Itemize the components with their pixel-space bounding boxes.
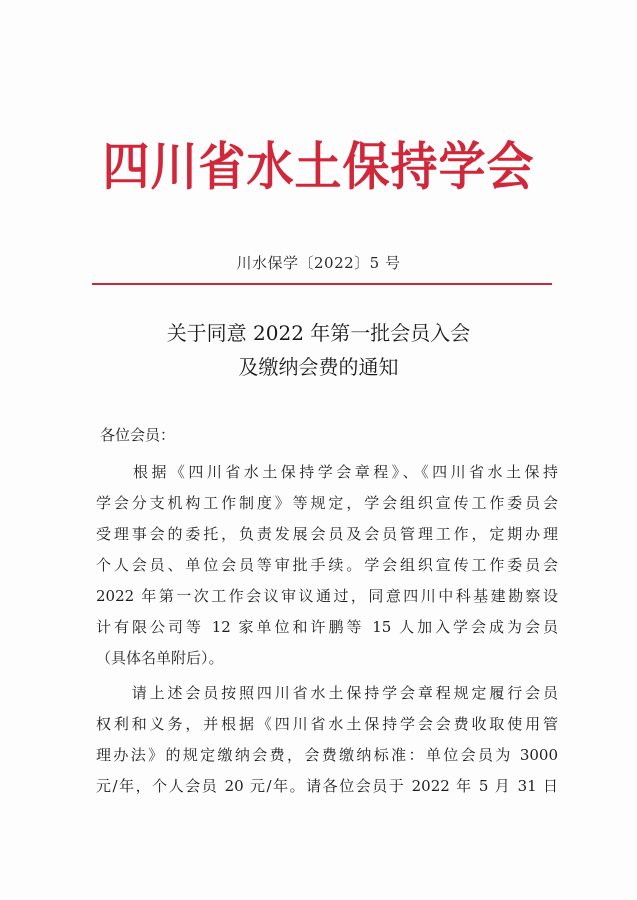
- paragraph-line: 个人会员、单位会员等审批手续。学会组织宣传工作委员会: [96, 556, 558, 574]
- notice-title-line-2: 及缴纳会费的通知: [238, 355, 399, 379]
- paragraph-line: 权利和义务，并根据《四川省水土保持学会会费收取使用管: [96, 715, 558, 733]
- notice-title-line-1: 关于同意 2022 年第一批会员入会: [166, 321, 471, 345]
- paragraph-line: 学会分支机构工作制度》等规定，学会组织宣传工作委员会: [96, 494, 558, 512]
- paragraph-line: 根据《四川省水土保持学会章程》、《四川省水土保持: [96, 463, 558, 481]
- notice-title: [0, 316, 637, 384]
- paragraph-line: 受理事会的委托，负责发展会员及会员管理工作，定期办理: [96, 525, 558, 543]
- paragraph-line: 2022 年第一次工作会议审议通过，同意四川中科基建勘察设: [96, 587, 558, 605]
- document-number: 川水保学〔2022〕5 号: [236, 254, 401, 272]
- paragraph-line: 元/年，个人会员 20 元/年。请各位会员于 2022 年 5 月 31 日: [96, 777, 558, 795]
- paragraph-line: 计有限公司等 12 家单位和许鹏等 15 人加入学会成为会员: [96, 618, 558, 636]
- body-paragraph-2: [96, 678, 558, 802]
- red-divider-rule: [92, 283, 552, 285]
- organization-header: 四川省水土保持学会: [102, 137, 535, 198]
- salutation: 各位会员：: [100, 426, 176, 444]
- paragraph-line: 理办法》的规定缴纳会费，会费缴纳标准：单位会员为 3000: [96, 746, 558, 764]
- paragraph-line: （具体名单附后）。: [96, 649, 224, 667]
- paragraph-line: 请上述会员按照四川省水土保持学会章程规定履行会员: [96, 684, 558, 702]
- body-paragraph-1: [96, 457, 558, 674]
